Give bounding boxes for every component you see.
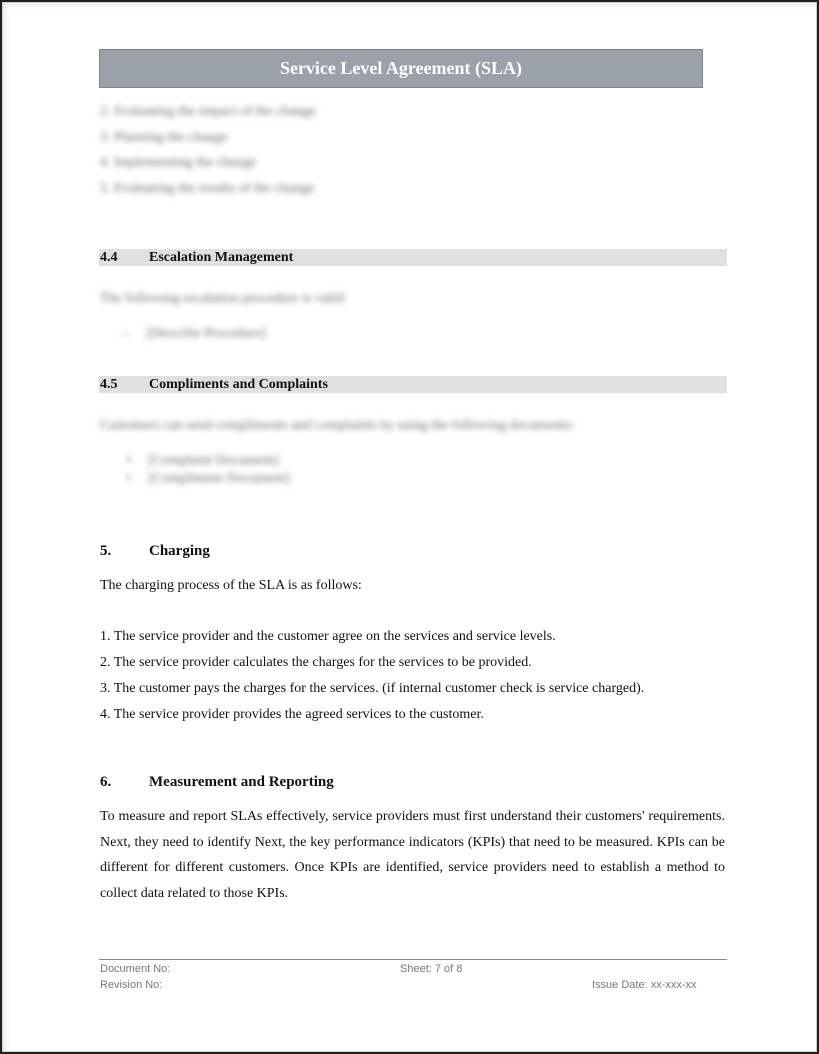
blurred-bullet-text: [Compliment Document] xyxy=(148,471,290,486)
blurred-paragraph: The following escalation procedure is valid: xyxy=(100,291,347,306)
section-title: Escalation Management xyxy=(149,249,294,265)
blurred-bullet-text: [Describe Procedure] xyxy=(146,326,266,341)
measurement-paragraph: To measure and report SLAs effectively, service providers must first understand their customers' requirements. Next, they need to identify Next, the key performance indicators (KPIs) that need to be measured. KPIs can be different for different customers. Once KPIs are identified, service providers need to establish a method to collect data related to those KPIs. xyxy=(100,809,725,901)
section-number: 4.5 xyxy=(100,376,118,392)
blurred-bullet: • [Compliment Document] xyxy=(126,471,290,486)
section-number: 5. xyxy=(100,543,112,559)
section-number: 6. xyxy=(100,774,112,790)
footer-divider xyxy=(99,959,727,960)
footer-document-no: Document No: xyxy=(100,963,171,975)
blurred-list-item: 5. Evaluating the results of the change xyxy=(100,181,315,196)
section-title: Measurement and Reporting xyxy=(149,774,334,790)
blurred-list-item: 3. Planning the change xyxy=(100,130,228,145)
charging-step: 1. The service provider and the customer agree on the services and service levels. xyxy=(100,629,556,644)
section-heading-4-4 xyxy=(99,249,727,266)
section-heading-4-5 xyxy=(99,376,727,393)
section-heading-5 xyxy=(100,543,210,560)
footer-issue-date: Issue Date: xx-xxx-xx xyxy=(592,979,697,991)
charging-step: 2. The service provider calculates the charges for the services to be provided. xyxy=(100,655,532,670)
footer-revision-no: Revision No: xyxy=(100,979,163,991)
document-title-bar xyxy=(99,49,703,88)
charging-step: 3. The customer pays the charges for the services. (if internal customer check is service charged). xyxy=(100,681,645,696)
blurred-list-item: 4. Implementing the change xyxy=(100,155,257,170)
section-title: Charging xyxy=(149,543,210,559)
section-heading-6 xyxy=(100,774,334,791)
section-number: 4.4 xyxy=(100,249,118,265)
blurred-paragraph: Customers can send compliments and complaints by using the following documents: xyxy=(100,418,575,433)
document-title: Service Level Agreement (SLA) xyxy=(279,58,523,78)
charging-intro: The charging process of the SLA is as follows: xyxy=(100,578,362,593)
charging-step: 4. The service provider provides the agreed services to the customer. xyxy=(100,707,484,722)
section-title: Compliments and Complaints xyxy=(149,376,328,392)
blurred-bullet-text: [Complaint Document] xyxy=(148,453,279,468)
blurred-list-item: 2. Evaluating the impact of the change xyxy=(100,104,316,119)
blurred-bullet: • [Complaint Document] xyxy=(126,453,279,468)
blurred-bullet: – [Describe Procedure] xyxy=(122,326,266,341)
footer-sheet: Sheet: 7 of 8 xyxy=(400,963,463,975)
